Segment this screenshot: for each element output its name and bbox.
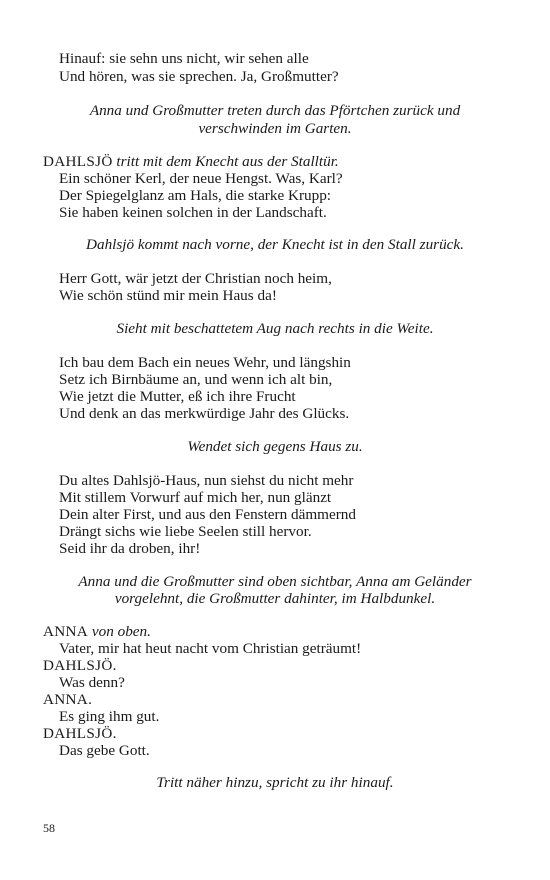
- verse-line: Mit stillem Vorwurf auf mich her, nun glänzt: [59, 489, 332, 506]
- stage-direction: Anna und Großmutter treten durch das Pförtchen zurück und: [89, 102, 461, 119]
- verse-line: Was denn?: [59, 674, 125, 691]
- verse-line: Dein alter First, und aus den Fenstern dämmernd: [59, 506, 356, 523]
- speaker-name: DAHLSJÖ: [43, 153, 113, 170]
- speaker-name: DAHLSJÖ.: [43, 657, 117, 674]
- verse-line: Wie jetzt die Mutter, eß ich ihre Frucht: [59, 388, 296, 405]
- verse-line: Seid ihr da droben, ihr!: [59, 540, 201, 557]
- verse-line: Setz ich Birnbäume an, und wenn ich alt bin,: [59, 371, 333, 388]
- stage-direction: Anna und die Großmutter sind oben sichtbar, Anna am Geländer: [78, 573, 472, 590]
- page-number: 58: [43, 821, 55, 835]
- verse-line: Hinauf: sie sehn uns nicht, wir sehen alle: [59, 50, 309, 67]
- speaker-direction: tritt mit dem Knecht aus der Stalltür.: [112, 153, 339, 170]
- verse-line: Du altes Dahlsjö-Haus, nun siehst du nicht mehr: [59, 472, 354, 489]
- verse-line: Vater, mir hat heut nacht vom Christian geträumt!: [59, 640, 362, 657]
- speaker-name: ANNA: [43, 623, 89, 640]
- verse-line: Ich bau dem Bach ein neues Wehr, und längshin: [59, 354, 351, 371]
- stage-direction: Sieht mit beschattetem Aug nach rechts in die Weite.: [116, 320, 434, 337]
- speaker-direction: von oben.: [88, 623, 151, 640]
- speaker-line: [0, 153, 550, 171]
- speaker-name: DAHLSJÖ.: [43, 725, 117, 742]
- stage-direction: Tritt näher hinzu, spricht zu ihr hinauf.: [156, 774, 394, 791]
- verse-line: Der Spiegelglanz am Hals, die starke Krupp:: [59, 187, 332, 204]
- verse-line: Sie haben keinen solchen in der Landschaft.: [59, 204, 327, 221]
- verse-line: Ein schöner Kerl, der neue Hengst. Was, Karl?: [59, 170, 343, 187]
- stage-direction: Wendet sich gegens Haus zu.: [187, 438, 363, 455]
- verse-line: Das gebe Gott.: [59, 742, 150, 759]
- speaker-line: [0, 623, 550, 641]
- verse-line: Drängt sichs wie liebe Seelen still hervor.: [59, 523, 312, 540]
- verse-line: Und denk an das merkwürdige Jahr des Glücks.: [59, 405, 350, 422]
- stage-direction: verschwinden im Garten.: [198, 120, 352, 137]
- verse-line: Wie schön stünd mir mein Haus da!: [59, 287, 277, 304]
- verse-line: Und hören, was sie sprechen. Ja, Großmutter?: [59, 68, 339, 85]
- verse-line: Herr Gott, wär jetzt der Christian noch heim,: [59, 270, 332, 287]
- verse-line: Es ging ihm gut.: [59, 708, 160, 725]
- stage-direction: vorgelehnt, die Großmutter dahinter, im Halbdunkel.: [114, 590, 436, 607]
- stage-direction: Dahlsjö kommt nach vorne, der Knecht ist in den Stall zurück.: [86, 236, 464, 253]
- speaker-name: ANNA.: [43, 691, 93, 708]
